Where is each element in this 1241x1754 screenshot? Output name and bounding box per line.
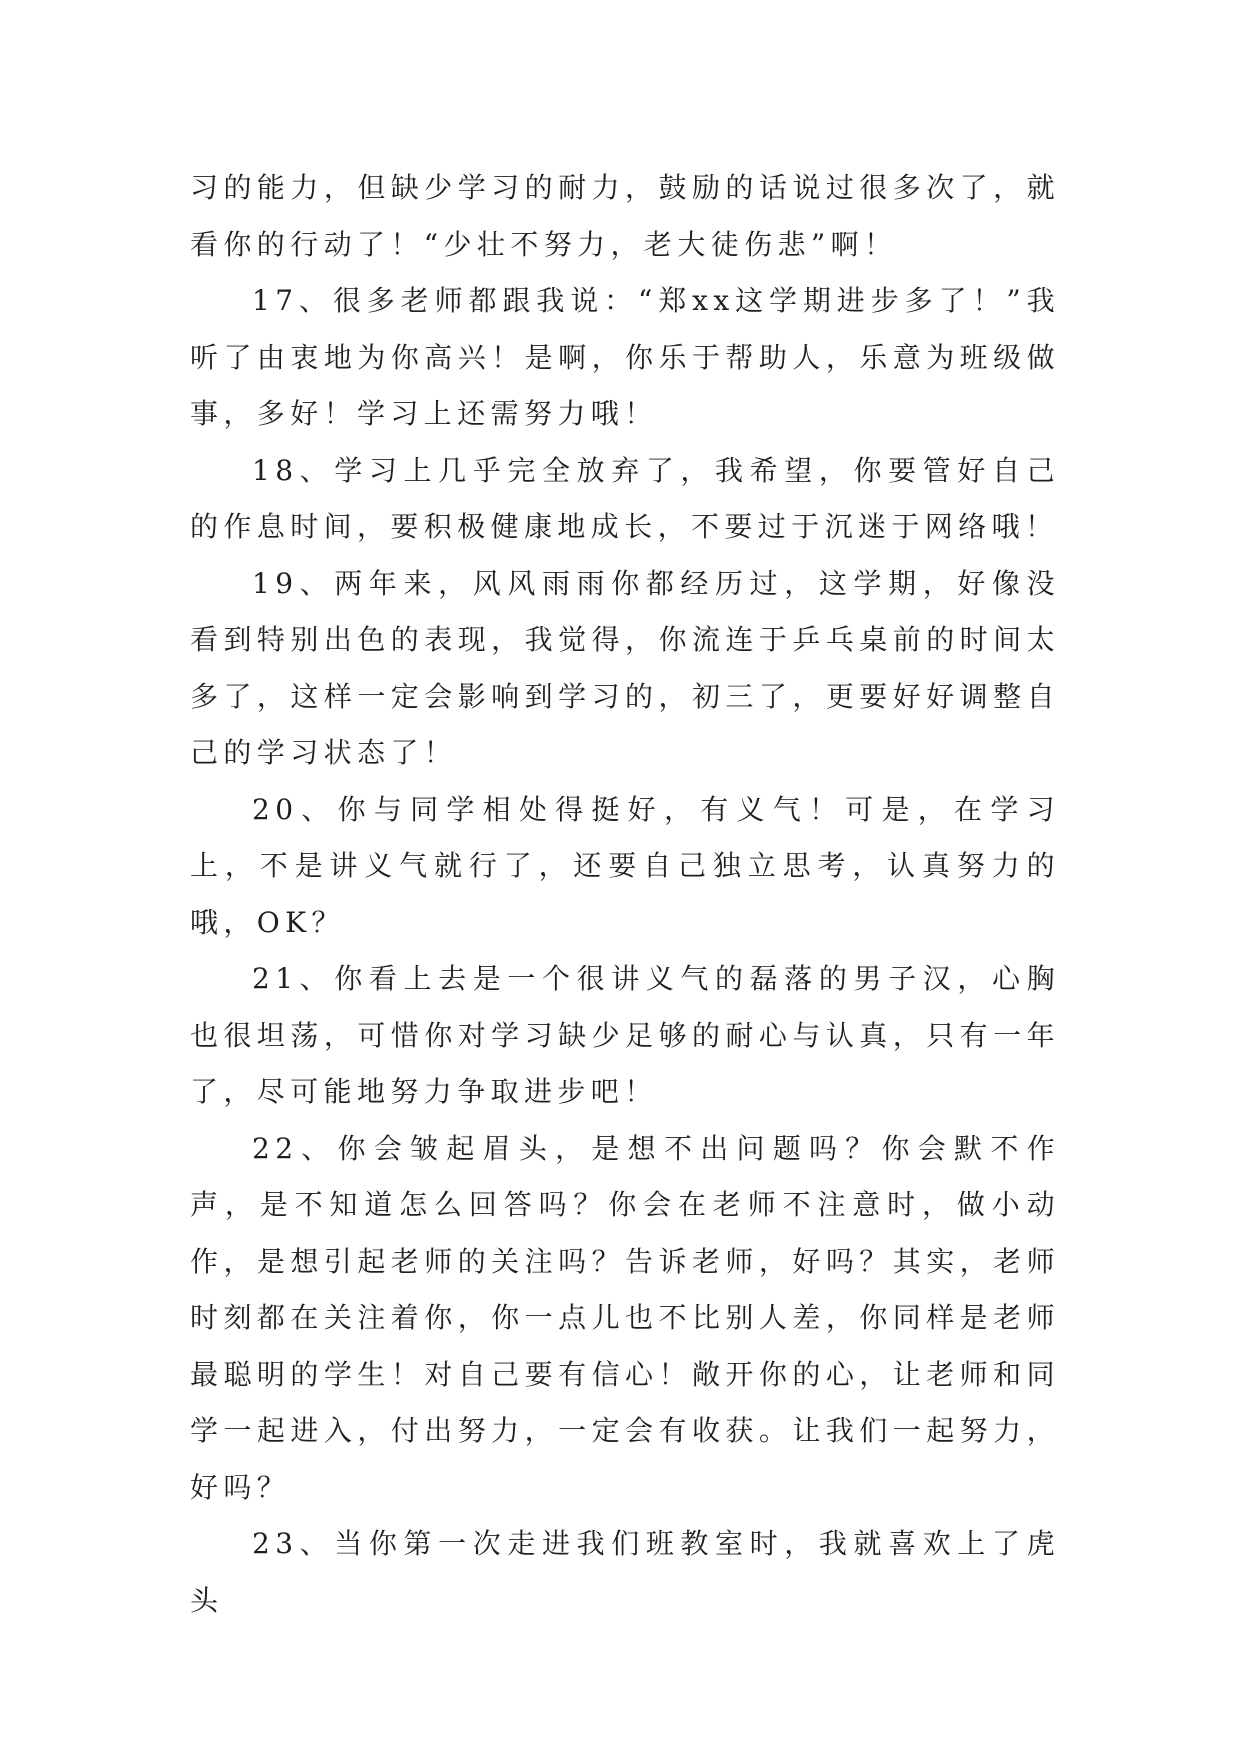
paragraph-17: 17、很多老师都跟我说：“郑xx这学期进步多了！”我听了由衷地为你高兴！是啊，你乐于帮助人，乐意为班级做事，多好！学习上还需努力哦！ [190, 284, 1060, 430]
paragraph-23: 23、当你第一次走进我们班教室时，我就喜欢上了虎头 [190, 1527, 1060, 1617]
paragraph-20: 20、你与同学相处得挺好，有义气！可是，在学习上，不是讲义气就行了，还要自己独立思考，认真努力的哦，OK？ [190, 792, 1060, 939]
paragraph-19: 19、两年来，风风雨雨你都经历过，这学期，好像没看到特别出色的表现，我觉得，你流连于乒乓桌前的时间太多了，这样一定会影响到学习的，初三了，更要好好调整自己的学习状态了！ [190, 566, 1060, 769]
paragraph-continuation: 习的能力，但缺少学习的耐力，鼓励的话说过很多次了，就看你的行动了！“少壮不努力，老大徒伤悲”啊！ [190, 171, 1060, 261]
paragraph-18: 18、学习上几乎完全放弃了，我希望，你要管好自己的作息时间，要积极健康地成长，不要过于沉迷于网络哦！ [190, 453, 1060, 543]
document-body [190, 160, 1060, 1629]
paragraph-22: 22、你会皱起眉头，是想不出问题吗？你会默不作声，是不知道怎么回答吗？你会在老师不注意时，做小动作，是想引起老师的关注吗？告诉老师，好吗？其实，老师时刻都在关注着你，你一点儿也不比别人差，你同样是老师最聪明的学生！对自己要有信心！敞开你的心，让老师和同学一起进入，付出努力，一定会有收获。让我们一起努力，好吗？ [190, 1131, 1060, 1504]
paragraph-21: 21、你看上去是一个很讲义气的磊落的男子汉，心胸也很坦荡，可惜你对学习缺少足够的耐心与认真，只有一年了，尽可能地努力争取进步吧！ [190, 962, 1060, 1108]
